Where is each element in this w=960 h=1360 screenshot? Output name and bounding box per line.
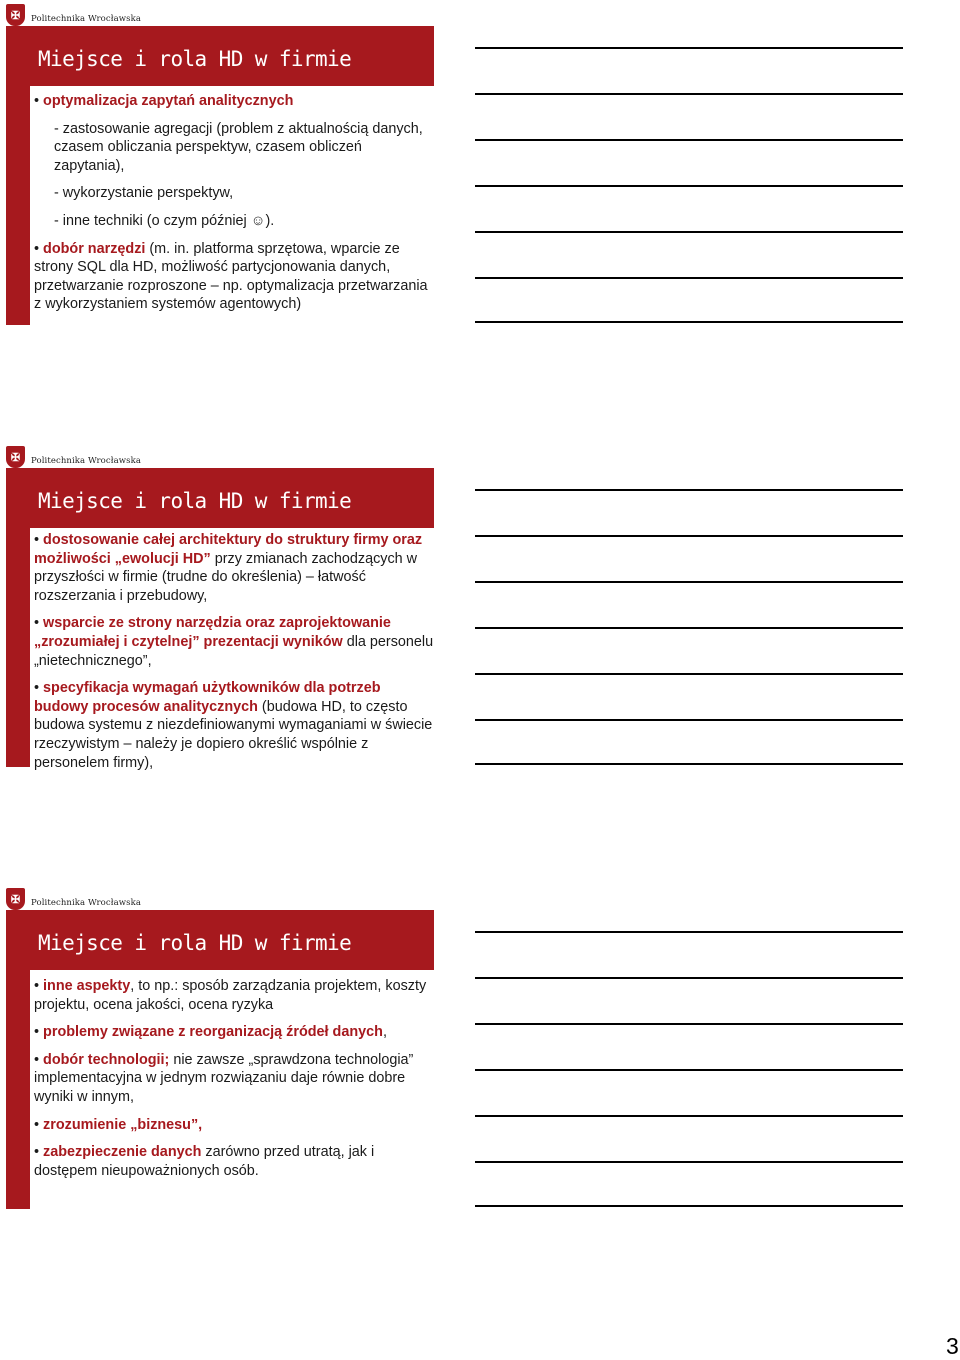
note-line [475,185,903,187]
note-line [475,277,903,279]
bullet-item: • zrozumienie „biznesu”, [34,1116,203,1133]
sub-item: - inne techniki (o czym później ☺). [54,212,275,229]
slide-3 [6,884,434,1209]
university-name: Politechnika Wrocławska [31,456,141,466]
bullet-emphasis: zabezpieczenie danych [43,1144,202,1161]
sub-item: - wykorzystanie perspektyw, [54,185,234,202]
note-line [475,763,903,765]
note-line [475,931,903,933]
slide-content [34,977,434,1180]
note-line [475,581,903,583]
slide-header [6,884,141,910]
bullet-emphasis: specyfikacja wymagań użytkowników dla potrzeb budowy procesów analitycznych [34,680,381,715]
note-line [475,321,903,323]
slide-content [34,92,434,314]
sub-item: - zastosowanie agregacji (problem z aktualnością danych, czasem obliczania perspektyw, czasem obliczeń zapytania), [54,120,423,174]
note-line [475,1205,903,1207]
accent-strip [6,970,30,1209]
university-name: Politechnika Wrocławska [31,898,141,908]
page-number: 3 [946,1333,959,1359]
bullet-item: • specyfikacja wymagań użytkowników dla potrzeb budowy procesów analitycznych (budowa HD, to często budowa systemu z niezdefiniowanymi wymaganiami w świecie rzeczywistym – należy je dopiero określić wspólnie z personelem firmy), [34,680,433,771]
bullet-emphasis: inne aspekty [43,978,131,994]
bullet-emphasis: problemy związane z reorganizacją źródeł danych [43,1024,383,1041]
note-line [475,47,903,49]
university-crest-icon: ✠ [6,4,25,26]
bullet-emphasis: wsparcie ze strony narzędzia oraz zaprojektowanie „zrozumiałej i czytelnej” prezentacji wyników [34,615,391,650]
bullet-emphasis: dostosowanie całej architektury do struktury firmy oraz możliwości „ewolucji HD” [34,532,423,567]
slide-2 [6,442,434,771]
slide-content [34,531,434,772]
university-crest-icon: ✠ [6,888,25,910]
bullet-item: • dobór narzędzi (m. in. platforma sprzętowa, wparcie ze strony SQL dla HD, możliwość partycjonowania danych, przetwarzanie rozproszone – np. optymalizacja przetwarzania z wykorzystaniem systemów agentowych) [34,240,428,313]
slide-title: Miejsce i rola HD w firmie [38,489,352,513]
bullet-item: • optymalizacja zapytań analitycznych [34,93,294,109]
university-crest-icon: ✠ [6,446,25,468]
bullet-emphasis: zrozumienie „biznesu”, [43,1116,203,1133]
note-line [475,535,903,537]
bullet-item: • dobór technologii; nie zawsze „sprawdzona technologia” implementacyjna w jednym rozwiązaniu daje równie dobre wyniki w innym, [34,1051,414,1105]
bullet-item: • dostosowanie całej architektury do struktury firmy oraz możliwości „ewolucji HD” przy zmianach zachodzących w przyszłości w firmie (trudne do określenia) – łatwość rozszerzania i przebudowy, [34,532,423,604]
slide-header [6,442,141,468]
note-line [475,1023,903,1025]
note-line [475,1069,903,1071]
slide-title: Miejsce i rola HD w firmie [38,47,352,71]
bullet-emphasis: optymalizacja zapytań analitycznych [43,93,294,109]
bullet-emphasis: dobór narzędzi [43,240,146,257]
slide-title: Miejsce i rola HD w firmie [38,931,352,955]
slide-title-bar [6,26,434,86]
note-line [475,627,903,629]
note-line [475,673,903,675]
bullet-item: • inne aspekty, to np.: sposób zarządzania projektem, koszty projektu, ocena jakości, ocena ryzyka [34,978,427,1013]
slide-title-bar [6,910,434,970]
slide-title-bar [6,468,434,528]
slide-1 [6,0,434,325]
slide-header [6,0,141,26]
university-name: Politechnika Wrocławska [31,14,141,24]
bullet-item: • problemy związane z reorganizacją źródeł danych, [34,1024,387,1041]
accent-strip [6,528,30,767]
bullet-item: • zabezpieczenie danych zarówno przed utratą, jak i dostępem nieupoważnionych osób. [34,1144,375,1179]
bullet-emphasis: dobór technologii; [43,1051,170,1068]
accent-strip [6,86,30,325]
note-line [475,139,903,141]
note-line [475,719,903,721]
note-line [475,93,903,95]
note-line [475,1161,903,1163]
note-line [475,231,903,233]
note-line [475,1115,903,1117]
bullet-item: • wsparcie ze strony narzędzia oraz zaprojektowanie „zrozumiałej i czytelnej” prezentacji wyników dla personelu „nietechnicznego”, [34,615,434,669]
note-line [475,977,903,979]
note-line [475,489,903,491]
